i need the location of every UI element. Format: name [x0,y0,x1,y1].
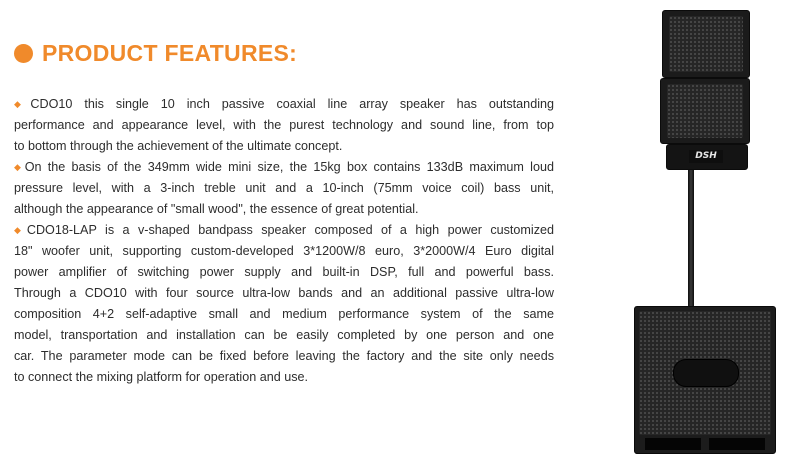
bass-port-right [709,438,765,450]
feature-line: pressure level, with a 3-inch treble unit and a 10-inch (75mm voice coil) bass unit, [14,181,554,195]
subwoofer-badge [673,359,739,387]
speaker-grille [667,84,743,138]
feature-line: ◆On the basis of the 349mm wide mini size, the 15kg box contains 133dB maximum loud [14,160,554,174]
line-array-speaker-bottom [660,78,750,144]
product-image [620,8,780,454]
speaker-grille [669,16,743,72]
section-heading [14,38,297,68]
speaker-pole [688,170,694,314]
heading-dot-icon [14,44,33,63]
feature-line: performance and appearance level, with the purest technology and sound line, from top [14,118,554,132]
bullet-diamond-icon: ◆ [14,225,26,235]
mounting-bracket [666,144,748,170]
feature-line: composition 4+2 self-adaptive small and medium performance system of the same [14,307,554,321]
feature-line: car. The parameter mode can be fixed before leaving the factory and the site only needs [14,349,554,363]
feature-line: although the appearance of "small wood", the essence of great potential. [14,202,419,216]
feature-line: Through a CDO10 with four source ultra-low bands and an additional passive ultra-low [14,286,554,300]
feature-line: power amplifier of switching power supply and built-in DSP, full and powerful bass. [14,265,554,279]
subwoofer [634,306,776,454]
feature-line: model, transportation and installation can be easily completed by one person and one [14,328,554,342]
feature-line: ◆CDO18-LAP is a v-shaped bandpass speaker composed of a high power customized [14,223,555,237]
bullet-diamond-icon: ◆ [14,99,30,109]
bullet-diamond-icon: ◆ [14,162,24,172]
feature-line: to connect the mixing platform for operation and use. [14,370,309,384]
bass-port-left [645,438,701,450]
feature-text [14,94,554,388]
feature-line: ◆CDO10 this single 10 inch passive coaxial line array speaker has outstanding [14,97,554,111]
feature-line: 18" woofer unit, supporting custom-developed 3*1200W/8 euro, 3*2000W/4 Euro digital [14,244,554,258]
brand-logo: DSH [689,150,723,163]
line-array-speaker-top [662,10,750,78]
section-title: PRODUCT FEATURES: [42,39,298,66]
feature-line: to bottom through the achievement of the ultimate concept. [14,139,343,153]
